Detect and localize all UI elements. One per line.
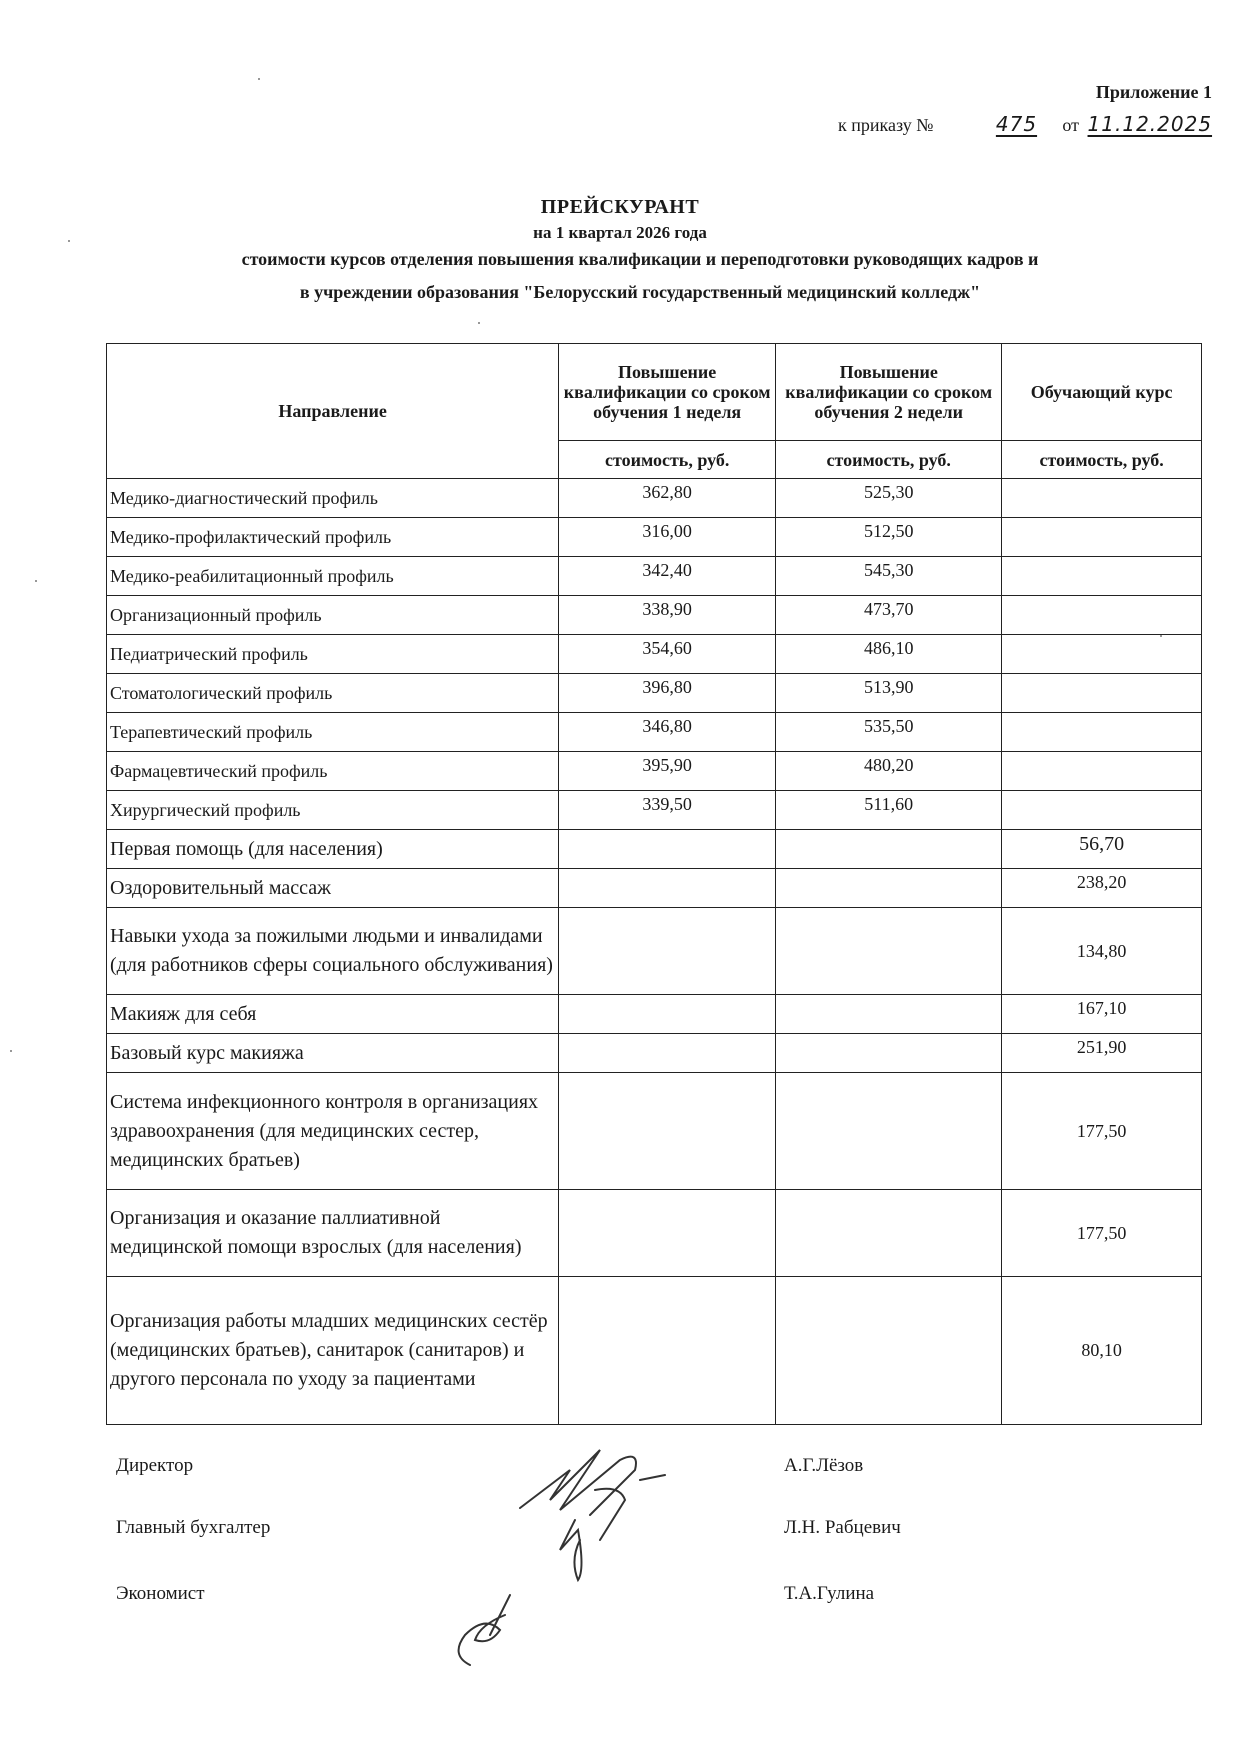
row-direction: Терапевтический профиль	[107, 713, 559, 752]
row-cost-one-week	[559, 1277, 776, 1425]
row-direction: Фармацевтический профиль	[107, 752, 559, 791]
row-cost-one-week	[559, 1034, 776, 1073]
table-row	[107, 791, 1202, 830]
signature-name: Т.А.Гулина	[784, 1583, 875, 1604]
row-cost-one-week: 395,90	[559, 752, 776, 791]
price-table	[106, 343, 1202, 1425]
table-row	[107, 830, 1202, 869]
row-cost-two-weeks: 511,60	[776, 791, 1002, 830]
row-cost-one-week: 346,80	[559, 713, 776, 752]
row-cost-two-weeks	[776, 869, 1002, 908]
document-title-block	[0, 196, 1240, 303]
row-cost-one-week	[559, 830, 776, 869]
row-cost-course	[1002, 674, 1202, 713]
row-cost-course: 251,90	[1002, 1034, 1202, 1073]
header-cost-one-week: стоимость, руб.	[559, 441, 776, 479]
table-row	[107, 1277, 1202, 1425]
row-cost-course	[1002, 791, 1202, 830]
table-row	[107, 995, 1202, 1034]
row-cost-two-weeks	[776, 1277, 1002, 1425]
document-subtitle-line2: в учреждении образования "Белорусский государственный медицинский колледж"	[299, 282, 981, 302]
order-label: к приказу №	[838, 115, 934, 135]
row-cost-two-weeks	[776, 1034, 1002, 1073]
order-number-handwritten: 475	[995, 112, 1038, 136]
row-cost-one-week: 316,00	[559, 518, 776, 557]
row-cost-one-week: 342,40	[559, 557, 776, 596]
row-cost-course	[1002, 518, 1202, 557]
row-cost-course	[1002, 635, 1202, 674]
row-cost-course: 167,10	[1002, 995, 1202, 1034]
row-cost-course: 134,80	[1002, 908, 1202, 995]
row-cost-one-week	[559, 1190, 776, 1277]
row-cost-one-week	[559, 995, 776, 1034]
table-row	[107, 713, 1202, 752]
order-date-handwritten: 11.12.2025	[1087, 112, 1213, 136]
table-row	[107, 479, 1202, 518]
order-reference	[838, 112, 1213, 136]
header-cost-two-weeks: стоимость, руб.	[776, 441, 1002, 479]
row-cost-one-week	[559, 1073, 776, 1190]
row-cost-two-weeks: 535,50	[776, 713, 1002, 752]
header-cost-course: стоимость, руб.	[1002, 441, 1202, 479]
row-direction: Медико-профилактический профиль	[107, 518, 559, 557]
row-cost-two-weeks	[776, 1190, 1002, 1277]
row-direction: Педиатрический профиль	[107, 635, 559, 674]
table-row	[107, 674, 1202, 713]
row-cost-course	[1002, 713, 1202, 752]
row-cost-one-week: 339,50	[559, 791, 776, 830]
row-cost-two-weeks: 473,70	[776, 596, 1002, 635]
row-direction: Стоматологический профиль	[107, 674, 559, 713]
signature-name: Л.Н. Рабцевич	[784, 1517, 901, 1538]
row-direction: Медико-диагностический профиль	[107, 479, 559, 518]
row-direction: Организация работы младших медицинских сестёр (медицинских братьев), санитарок (санитаров) и другого персонала по уходу за пациентами	[107, 1277, 559, 1425]
row-cost-two-weeks	[776, 1073, 1002, 1190]
row-direction: Организационный профиль	[107, 596, 559, 635]
row-direction: Хирургический профиль	[107, 791, 559, 830]
header-two-weeks: Повышение квалификации со сроком обучения 2 недели	[776, 344, 1002, 441]
signature-name: А.Г.Лёзов	[784, 1455, 864, 1476]
row-cost-one-week	[559, 869, 776, 908]
header-direction: Направление	[107, 344, 559, 479]
table-row	[107, 908, 1202, 995]
row-cost-two-weeks: 545,30	[776, 557, 1002, 596]
row-direction: Первая помощь (для населения)	[107, 830, 559, 869]
economist-signature-icon	[430, 1585, 550, 1675]
row-cost-one-week: 338,90	[559, 596, 776, 635]
row-cost-course: 56,70	[1002, 830, 1202, 869]
document-title: ПРЕЙСКУРАНТ	[540, 196, 700, 218]
row-cost-two-weeks	[776, 908, 1002, 995]
row-cost-course: 80,10	[1002, 1277, 1202, 1425]
header-one-week: Повышение квалификации со сроком обучения 1 неделя	[559, 344, 776, 441]
signature-role: Директор	[116, 1455, 194, 1476]
signature-role: Главный бухгалтер	[116, 1517, 271, 1538]
director-signature-icon	[500, 1430, 720, 1600]
table-row	[107, 869, 1202, 908]
row-direction: Организация и оказание паллиативной медицинской помощи взрослых (для населения)	[107, 1190, 559, 1277]
row-direction: Система инфекционного контроля в организациях здравоохранения (для медицинских сестер, медицинских братьев)	[107, 1073, 559, 1190]
table-row	[107, 596, 1202, 635]
table-row	[107, 752, 1202, 791]
table-row	[107, 1034, 1202, 1073]
row-cost-two-weeks: 513,90	[776, 674, 1002, 713]
row-cost-one-week	[559, 908, 776, 995]
row-direction: Оздоровительный массаж	[107, 869, 559, 908]
row-cost-one-week: 396,80	[559, 674, 776, 713]
table-row	[107, 557, 1202, 596]
row-cost-course	[1002, 479, 1202, 518]
row-cost-one-week: 354,60	[559, 635, 776, 674]
row-cost-two-weeks	[776, 830, 1002, 869]
table-row	[107, 518, 1202, 557]
appendix-label: Приложение 1	[1095, 82, 1212, 102]
row-cost-two-weeks: 525,30	[776, 479, 1002, 518]
row-cost-course	[1002, 752, 1202, 791]
row-direction: Базовый курс макияжа	[107, 1034, 559, 1073]
document-subtitle-line1: стоимости курсов отделения повышения квалификации и переподготовки руководящих кадров и	[241, 249, 1039, 269]
row-direction: Макияж для себя	[107, 995, 559, 1034]
row-cost-two-weeks: 486,10	[776, 635, 1002, 674]
header-training-course: Обучающий курс	[1002, 344, 1202, 441]
table-row	[107, 1073, 1202, 1190]
table-row	[107, 1190, 1202, 1277]
row-cost-course: 177,50	[1002, 1073, 1202, 1190]
row-cost-one-week: 362,80	[559, 479, 776, 518]
order-from-label: от	[1062, 115, 1080, 135]
document-period: на 1 квартал 2026 года	[533, 223, 707, 242]
row-cost-course: 238,20	[1002, 869, 1202, 908]
table-row	[107, 635, 1202, 674]
row-direction: Медико-реабилитационный профиль	[107, 557, 559, 596]
row-cost-two-weeks: 512,50	[776, 518, 1002, 557]
signature-role: Экономист	[116, 1583, 205, 1604]
row-cost-course	[1002, 596, 1202, 635]
row-direction: Навыки ухода за пожилыми людьми и инвалидами (для работников сферы социального обслуживания)	[107, 908, 559, 995]
row-cost-two-weeks	[776, 995, 1002, 1034]
row-cost-course	[1002, 557, 1202, 596]
row-cost-two-weeks: 480,20	[776, 752, 1002, 791]
row-cost-course: 177,50	[1002, 1190, 1202, 1277]
